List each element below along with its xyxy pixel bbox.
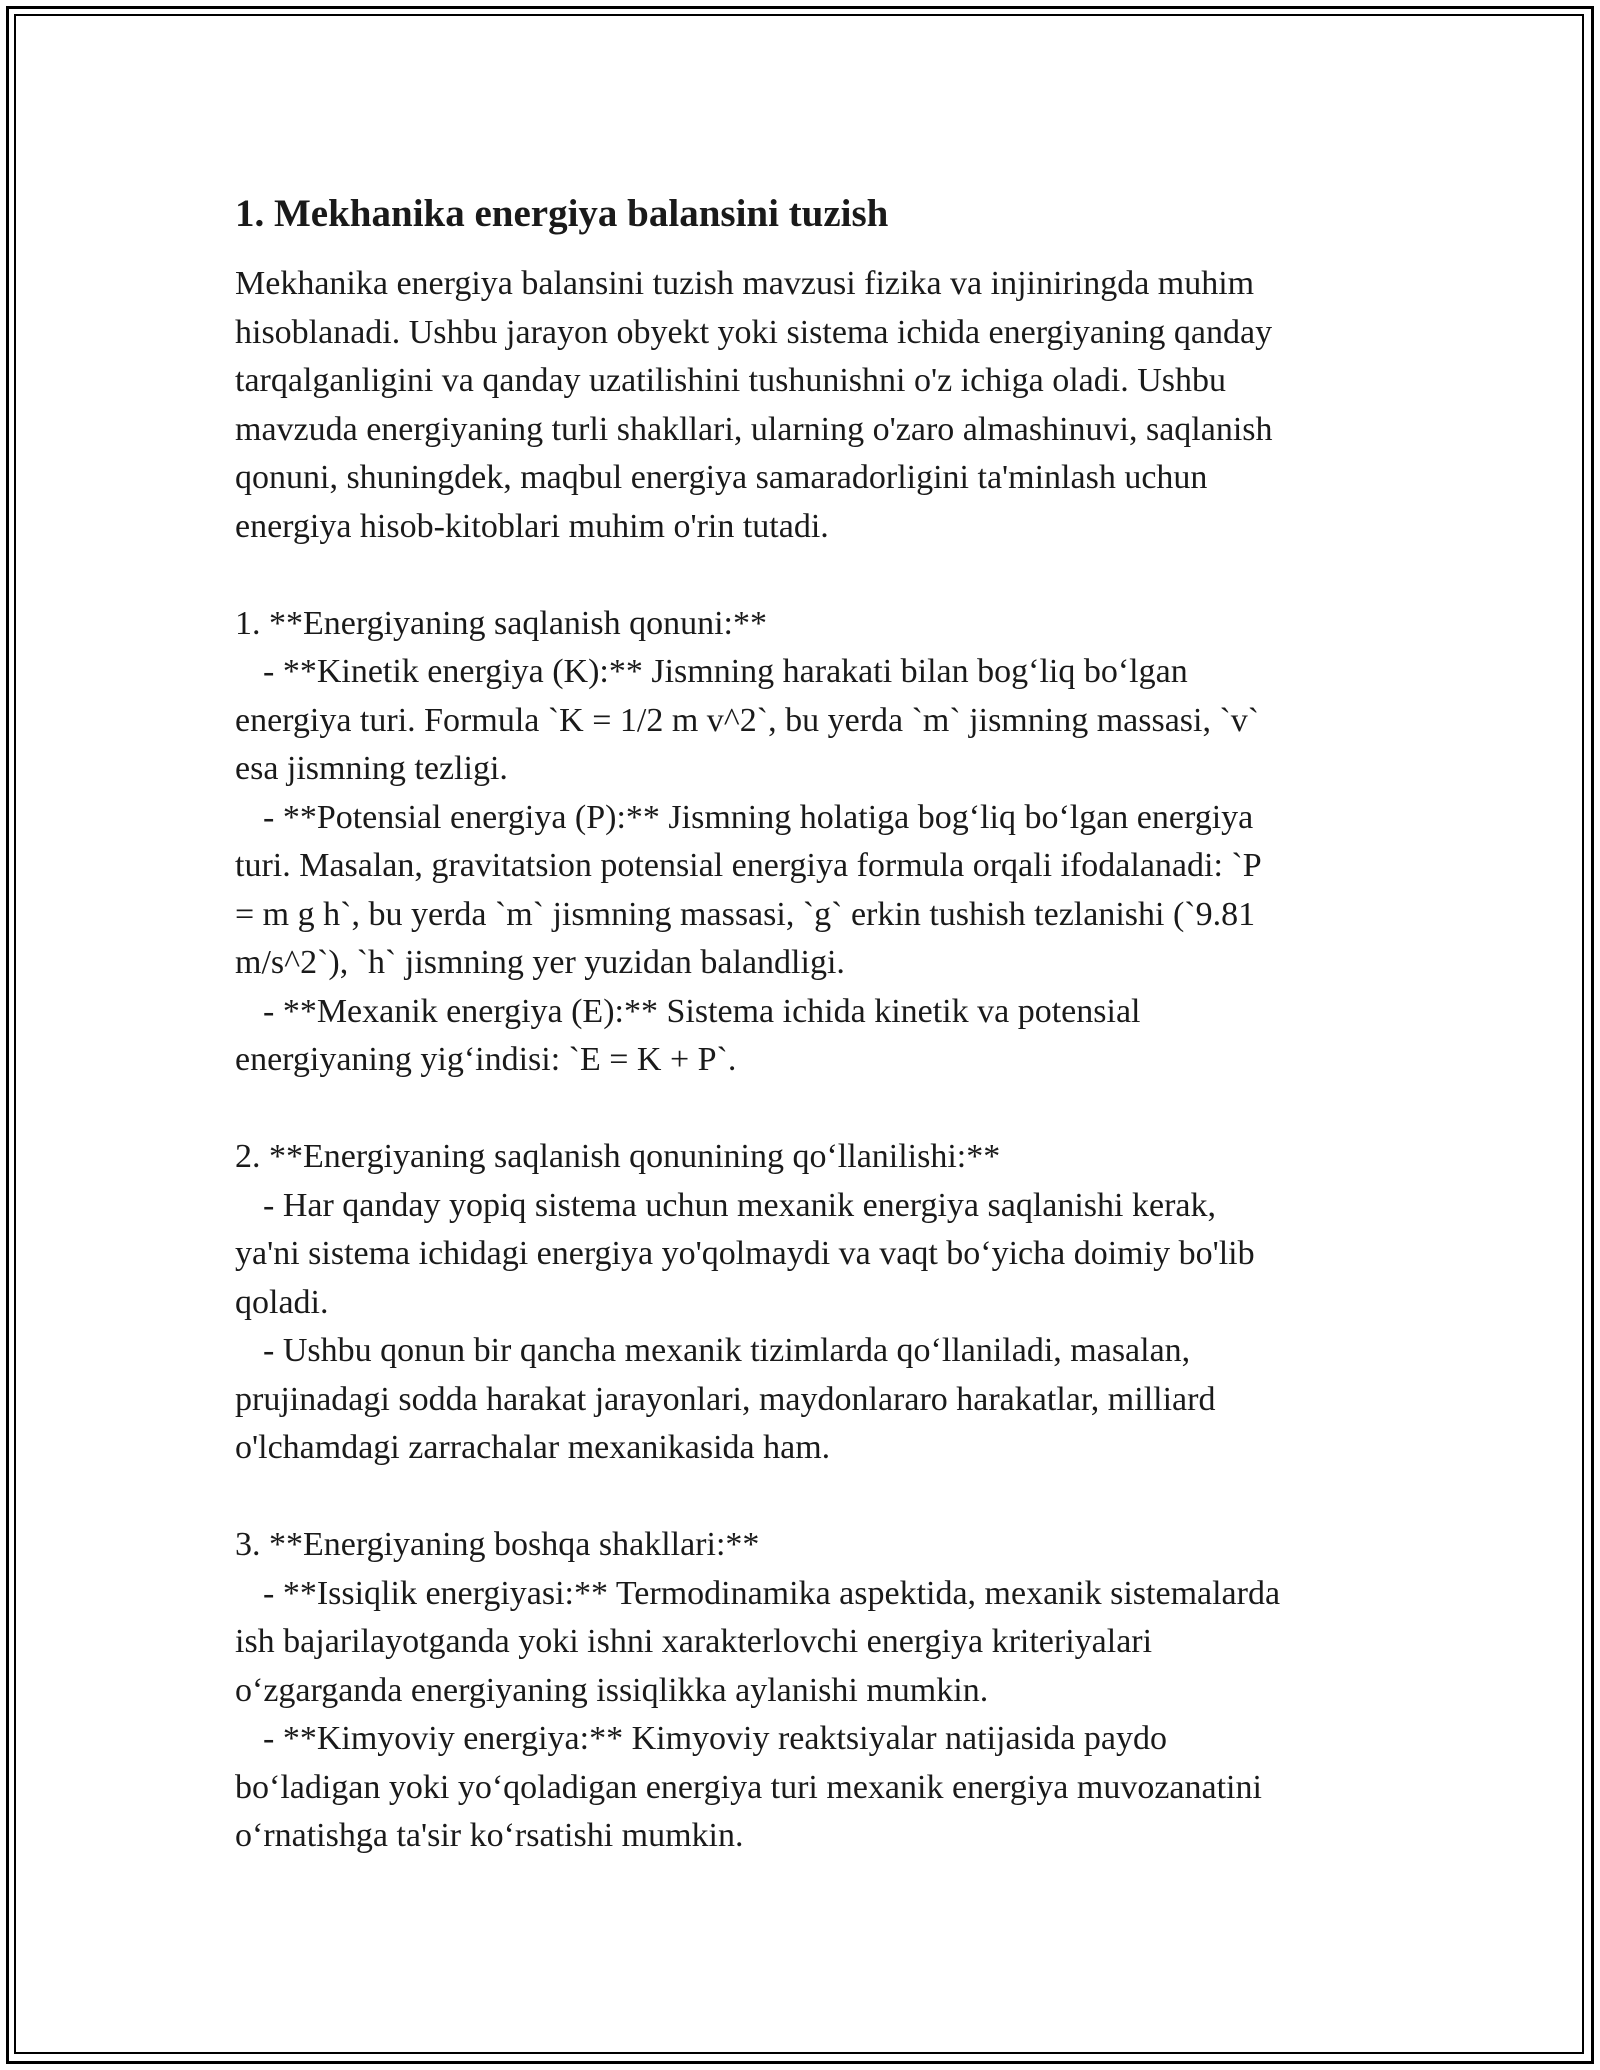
kinetic-line: energiya turi. Formula `K = 1/2 m v^2`, bu yerda `m` jismning massasi, `v` [235,701,1260,739]
potential-line: m/s^2`), `h` jismning yer yuzidan balandligi. [235,944,845,981]
list-item-line: ya'ni sistema ichidagi energiya yo'qolmaydi va vaqt bo‘yicha doimiy bo'lib [235,1235,1255,1272]
page-title: 1. Mekhanika energiya balansini tuzish [235,192,889,235]
kinetic-line [235,648,1375,697]
heat-text: - **Issiqlik energiyasi:** Termodinamika aspektida, mexanik sistemalarda [263,1574,1281,1612]
section-1 [235,600,1375,1085]
chemical-line [235,1715,1375,1764]
mechanical-text: - **Mexanik energiya (E):** Sistema ichida kinetik va potensial [263,992,1141,1030]
list-item-line [235,1182,1375,1231]
chemical-text: - **Kimyoviy energiya:** Kimyoviy reaktsiyalar natijasida paydo [263,1720,1167,1757]
mechanical-line [235,988,1375,1037]
document-body [235,190,1375,1861]
intro-paragraph [235,260,1375,551]
heat-line: o‘zgarganda energiyaning issiqlikka aylanishi mumkin. [235,1671,989,1709]
kinetic-line: esa jismning tezligi. [235,750,508,787]
list-item-line: o'lchamdagi zarrachalar mexanikasida ham. [235,1429,831,1466]
list-item-text: - Ushbu qonun bir qancha mexanik tizimlarda qo‘llaniladi, masalan, [263,1332,1191,1369]
chemical-line: o‘rnatishga ta'sir ko‘rsatishi mumkin. [235,1817,744,1854]
intro-line: tarqalganligini va qanday uzatilishini tushunishni o'z ichiga oladi. Ushbu [235,362,1226,399]
section-1-title: 1. **Energiyaning saqlanish qonuni:** [235,604,767,642]
chemical-line: bo‘ladigan yoki yo‘qoladigan energiya turi mexanik energiya muvozanatini [235,1768,1262,1806]
list-item-line: prujinadagi sodda harakat jarayonlari, maydonlararo harakatlar, milliard [235,1380,1216,1418]
intro-line: hisoblanadi. Ushbu jarayon obyekt yoki sistema ichida energiyaning qanday [235,313,1273,351]
kinetic-text: - **Kinetik energiya (K):** Jismning harakati bilan bog‘liq bo‘lgan [263,653,1188,690]
intro-line: mavzuda energiyaning turli shakllari, ularning o'zaro almashinuvi, saqlanish [235,410,1273,448]
list-item-text: - Har qanday yopiq sistema uchun mexanik energiya saqlanishi kerak, [263,1186,1216,1224]
potential-line: = m g h`, bu yerda `m` jismning massasi, `g` erkin tushish tezlanishi (`9.81 [235,895,1256,933]
potential-line: turi. Masalan, gravitatsion potensial energiya formula orqali ifodalanadi: `P [235,847,1262,884]
section-2-title: 2. **Energiyaning saqlanish qonunining qo‘llanilishi:** [235,1138,1001,1175]
paragraph-gap [235,1473,1375,1522]
intro-line: energiya hisob-kitoblari muhim o'rin tutadi. [235,507,829,545]
paragraph-gap [235,551,1375,600]
paragraph-gap [235,1085,1375,1134]
section-2 [235,1133,1375,1473]
intro-line: Mekhanika energiya balansini tuzish mavzusi fizika va injiniringda muhim [235,265,1255,302]
list-item-line [235,1327,1375,1376]
heat-line: ish bajarilayotganda yoki ishni xarakterlovchi energiya kriteriyalari [235,1623,1153,1660]
heat-line [235,1570,1375,1619]
intro-line: qonuni, shuningdek, maqbul energiya samaradorligini ta'minlash uchun [235,459,1208,496]
section-3 [235,1521,1375,1861]
mechanical-line: energiyaning yig‘indisi: `E = K + P`. [235,1041,737,1078]
potential-text: - **Potensial energiya (P):** Jismning holatiga bog‘liq bo‘lgan energiya [263,798,1254,836]
potential-line [235,794,1375,843]
list-item-line: qoladi. [235,1283,329,1321]
section-3-title: 3. **Energiyaning boshqa shakllari:** [235,1526,760,1563]
